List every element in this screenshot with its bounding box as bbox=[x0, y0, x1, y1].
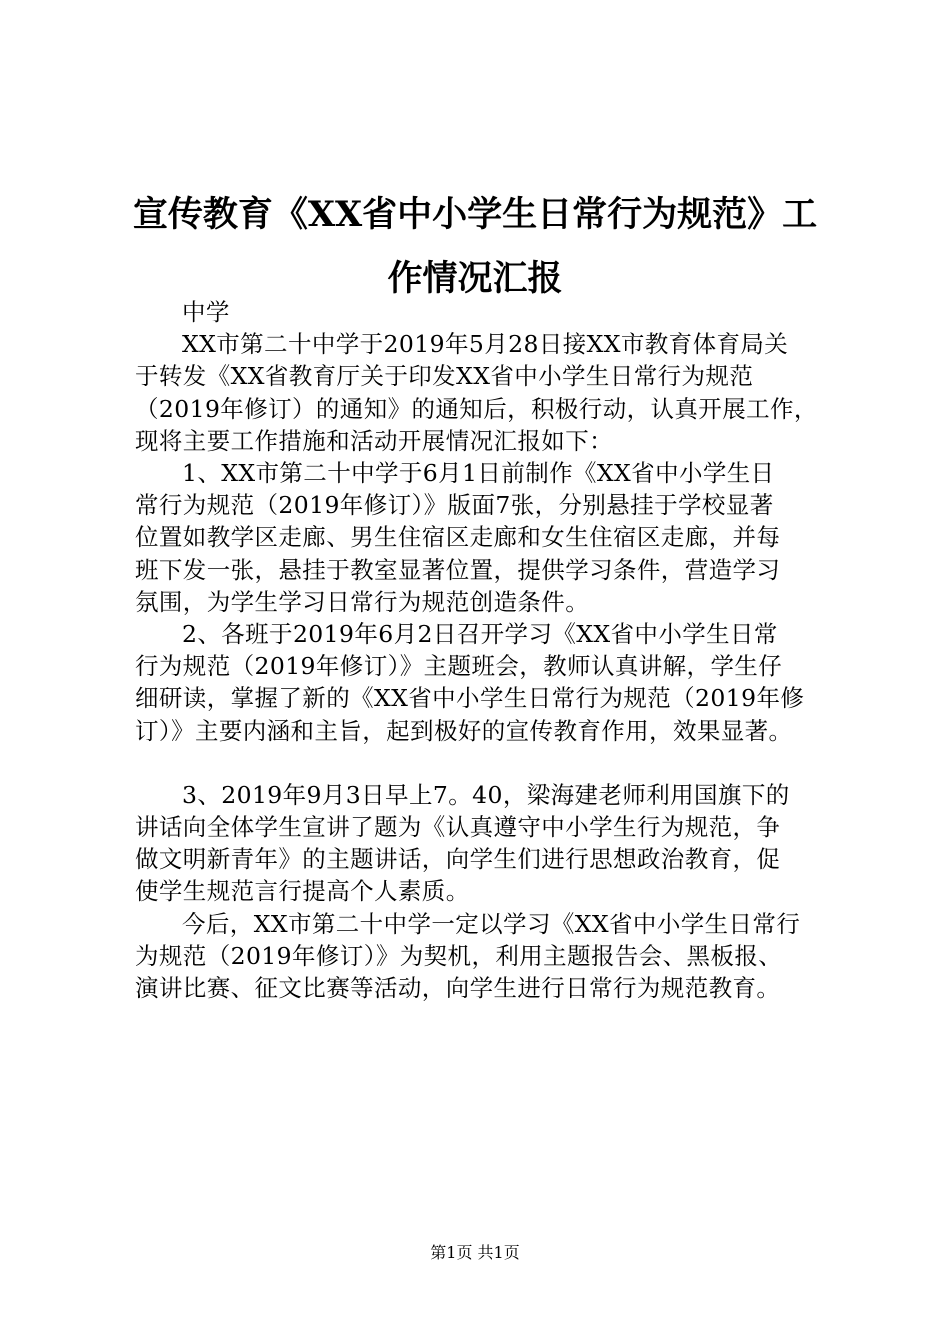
paragraph-line: 今后，XX市第二十中学一定以学习《XX省中小学生日常行 bbox=[182, 909, 801, 938]
paragraph-spacer bbox=[135, 747, 835, 779]
paragraph-line: 做文明新青年》的主题讲话，向学生们进行思想政治教育，促 bbox=[135, 845, 781, 874]
paragraph-line: 氛围，为学生学习日常行为规范创造条件。 bbox=[135, 587, 590, 616]
paragraph-item-2 bbox=[135, 618, 835, 747]
paragraph-line: 位置如教学区走廊、男生住宿区走廊和女生住宿区走廊，并每 bbox=[135, 523, 781, 552]
paragraph-school-name bbox=[135, 296, 835, 328]
paragraph-line: （2019年修订）的通知》的通知后，积极行动，认真开展工作， bbox=[135, 394, 818, 423]
paragraph-line: 为规范（2019年修订）》为契机，利用主题报告会、黑板报、 bbox=[135, 941, 783, 970]
paragraph-line: 于转发《XX省教育厅关于印发XX省中小学生日常行为规范 bbox=[135, 362, 754, 391]
paragraph-line: 常行为规范（2019年修订）》版面7张，分别悬挂于学校显著 bbox=[135, 491, 774, 520]
title-line-1: 宣传教育《XX省中小学生日常行为规范》工 bbox=[132, 194, 818, 235]
paragraph-line: 细研读，掌握了新的《XX省中小学生日常行为规范（2019年修 bbox=[135, 684, 805, 713]
document-body bbox=[135, 296, 835, 1004]
paragraph-line: 行为规范（2019年修订）》主题班会，教师认真讲解，学生仔 bbox=[135, 652, 783, 681]
paragraph-item-1 bbox=[135, 457, 835, 618]
paragraph-item-3 bbox=[135, 779, 835, 908]
paragraph-line: 1、XX市第二十中学于6月1日前制作《XX省中小学生日 bbox=[182, 459, 775, 488]
paragraph-line: 2、各班于2019年6月2日召开学习《XX省中小学生日常 bbox=[182, 620, 778, 649]
paragraph-line: 演讲比赛、征文比赛等活动，向学生进行日常行为规范教育。 bbox=[135, 974, 781, 1003]
paragraph-line: 中学 bbox=[182, 298, 230, 326]
title-line-2: 作情况汇报 bbox=[387, 258, 563, 299]
paragraph-line: 订）》主要内涵和主旨，起到极好的宣传教育作用，效果显著。 bbox=[135, 716, 793, 745]
paragraph-line: 班下发一张，悬挂于教室显著位置，提供学习条件，营造学习 bbox=[135, 555, 781, 584]
document-title bbox=[120, 183, 830, 311]
paragraph-line: 讲话向全体学生宣讲了题为《认真遵守中小学生行为规范，争 bbox=[135, 813, 781, 842]
page-footer: 第1页 共1页 bbox=[430, 1243, 520, 1262]
paragraph-conclusion bbox=[135, 908, 835, 1005]
paragraph-line: 3、2019年9月3日早上7。40，梁海建老师利用国旗下的 bbox=[182, 780, 790, 809]
paragraph-line: XX市第二十中学于2019年5月28日接XX市教育体育局关 bbox=[182, 330, 789, 359]
paragraph-line: 使学生规范言行提高个人素质。 bbox=[135, 877, 470, 906]
paragraph-line: 现将主要工作措施和活动开展情况汇报如下： bbox=[135, 426, 613, 455]
paragraph-intro bbox=[135, 328, 835, 457]
